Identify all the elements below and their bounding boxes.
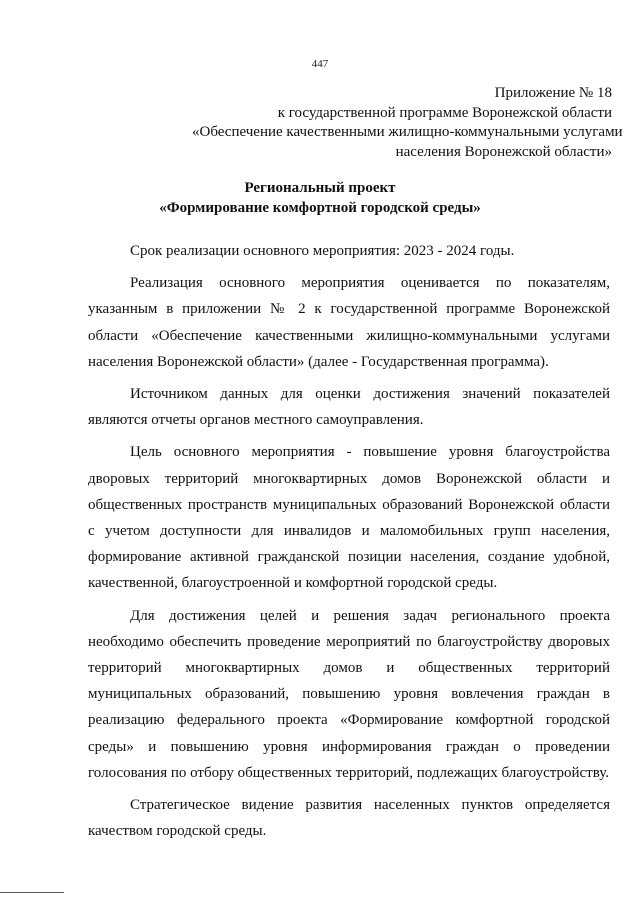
document-title: [0, 178, 640, 218]
paragraph: Срок реализации основного мероприятия: 2023 - 2024 годы.: [130, 243, 515, 259]
title-line: «Формирование комфортной городской среды»: [159, 200, 481, 216]
title-line: Региональный проект: [244, 180, 396, 196]
appendix-line: Приложение № 18: [494, 85, 612, 101]
paragraph: Стратегическое видение развития населенных пунктов определяется качеством городской среды.: [88, 797, 610, 840]
footer-rule: [0, 892, 64, 893]
appendix-line: «Обеспечение качественными жилищно-коммунальными услугами: [192, 124, 623, 140]
paragraph: Цель основного мероприятия - повышение уровня благоустройства дворовых территорий многоквартирных домов Воронежской области и общественных пространств муниципальных образований Воронежской области с учетом доступности для инвалидов и маломобильных групп населения, формирование активной гражданской позиции населения, создание удобной, качественной, благоустроенной и комфортной городской среды.: [88, 444, 610, 592]
paragraph: Для достижения целей и решения задач регионального проекта необходимо обеспечить проведение мероприятий по благоустройству дворовых территорий многоквартирных домов и общественных территорий муниципальных образований, повышению уровня вовлечения граждан в реализацию федерального проекта «Формирование комфортной городской среды» и повышению уровня информирования граждан о проведении голосования по отбору общественных территорий, подлежащих благоустройству.: [88, 607, 610, 781]
paragraph: Реализация основного мероприятия оценивается по показателям, указанным в приложении № 2 к государственной программе Воронежской области «Обеспечение качественными жилищно-коммунальными услугами населения Воронежской области» (далее - Государственная программа).: [88, 275, 610, 370]
document-body: [88, 238, 610, 844]
page-number: 447: [311, 58, 329, 70]
appendix-header: [192, 84, 623, 162]
paragraph: Источником данных для оценки достижения значений показателей являются отчеты органов местного самоуправления.: [88, 386, 610, 429]
appendix-line: населения Воронежской области»: [395, 143, 612, 160]
appendix-line: к государственной программе Воронежской области: [277, 104, 612, 121]
